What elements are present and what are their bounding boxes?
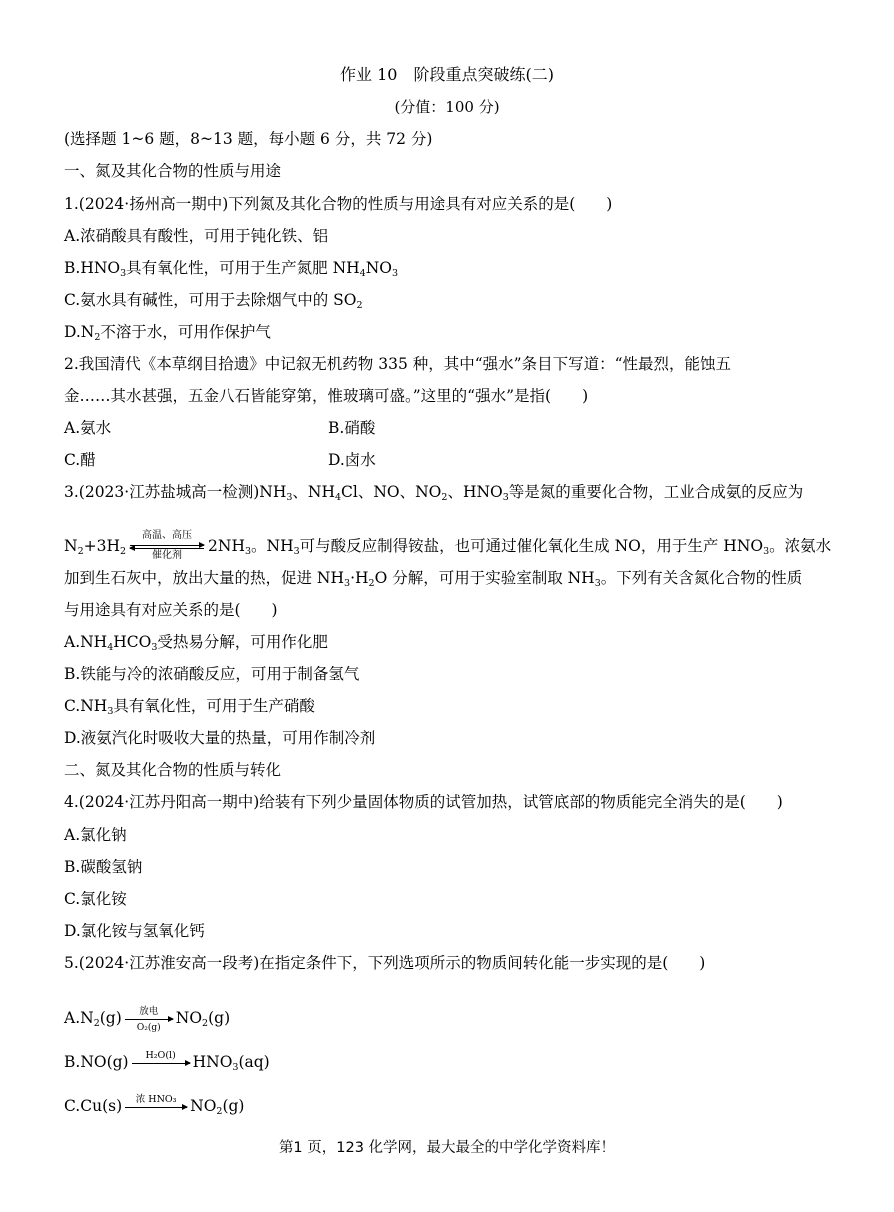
section-heading-1: 一、氮及其化合物的性质与用途 xyxy=(64,162,282,180)
instructions: (选择题 1~6 题，8~13 题，每小题 6 分，共 72 分) xyxy=(64,130,433,148)
q3-line-1: 3.(2023·江苏盐城高一检测)$NH_3$、$NH_4Cl$、NO、$NO_2$、$HNO_3$等是氮的重要化合物，工业合成氨的反应为 xyxy=(64,483,804,503)
q1-option-d: $D.N_2$不溶于水，可用作保护气 xyxy=(64,323,271,343)
q4-option-c: C.氯化铵 xyxy=(64,890,127,908)
q1-stem: 1.(2024·扬州高一期中)下列氮及其化合物的性质与用途具有对应关系的是( ) xyxy=(64,195,613,213)
q5-stem: 5.(2024·江苏淮安高一段考)在指定条件下，下列选项所示的物质间转化能一步实现的是( ) xyxy=(64,954,706,972)
q3-option-c: $C.NH_3$具有氧化性，可用于生产硝酸 xyxy=(64,697,315,717)
q2-option-b: B.硝酸 xyxy=(328,419,376,437)
score-line: (分值：100 分) xyxy=(394,98,500,116)
q1-option-a: A.浓硝酸具有酸性，可用于钝化铁、铝 xyxy=(64,227,329,245)
q2-option-c: C.醋 xyxy=(64,451,96,469)
section-heading-2: 二、氮及其化合物的性质与转化 xyxy=(64,761,282,779)
q2-line-1: 2.我国清代《本草纲目拾遗》中记叙无机药物 335 种，其中“强水”条目下写道：“性最烈，能蚀五 xyxy=(64,355,732,373)
q2-line-2: 金……其水甚强，五金八石皆能穿第，惟玻璃可盛。”这里的“强水”是指( ) xyxy=(64,387,589,405)
q3-line-4: 与用途具有对应关系的是( ) xyxy=(64,601,278,619)
reaction-arrow: 放电 O₂(g) xyxy=(125,1019,173,1020)
q4-option-d: D.氯化铵与氢氧化钙 xyxy=(64,922,205,940)
q4-option-b: B.碳酸氢钠 xyxy=(64,858,143,876)
reaction-arrow: 浓 HNO₃ xyxy=(125,1107,187,1108)
q1-option-b: $B.HNO_3$具有氧化性，可用于生产氮肥 $NH_4NO_3$ xyxy=(64,259,399,279)
q5-option-a: $A.N_2(g)$ 放电 O₂(g) $NO_2(g)$ xyxy=(64,1005,231,1033)
page-title: 作业 10 阶段重点突破练(二) xyxy=(340,65,554,84)
q3-option-d: D.液氨汽化时吸收大量的热量，可用作制冷剂 xyxy=(64,729,376,747)
q2-option-d: D.卤水 xyxy=(328,451,376,469)
q3-line-3: 加到生石灰中，放出大量的热，促进 $NH_3\cdot H_2O$ 分解，可用于实验室制取 $NH_3$。下列有关含氮化合物的性质 xyxy=(64,569,803,589)
reversible-arrow: 高温、高压 催化剂 xyxy=(130,538,204,556)
reaction-arrow: H₂O(l) xyxy=(132,1063,190,1064)
page-footer: 第1 页，123 化学网，最大最全的中学化学资料库！ xyxy=(278,1140,616,1156)
q3-option-a: $A.NH_4HCO_3$受热易分解，可用作化肥 xyxy=(64,633,328,653)
q3-line-2: $N_2+3H_2$ 高温、高压 催化剂 $2NH_3$。$NH_3$可与酸反应制得铵盐，也可通过催化氧化生成 NO，用于生产 $HNO_3$。浓氨水 xyxy=(64,530,832,561)
q5-option-b: B.NO(g) H₂O(l) $HNO_3(aq)$ xyxy=(64,1049,270,1073)
q5-option-c: C.Cu(s) 浓 HNO₃ $NO_2(g)$ xyxy=(64,1093,245,1117)
q4-stem: 4.(2024·江苏丹阳高一期中)给装有下列少量固体物质的试管加热，试管底部的物质能完全消失的是( ) xyxy=(64,793,783,811)
q2-option-a: A.氨水 xyxy=(64,419,112,437)
q1-option-c: C.氨水具有碱性，可用于去除烟气中的 $SO_2$ xyxy=(64,291,363,311)
q4-option-a: A.氯化钠 xyxy=(64,826,127,844)
q3-option-b: B.铁能与冷的浓硝酸反应，可用于制备氢气 xyxy=(64,665,360,683)
